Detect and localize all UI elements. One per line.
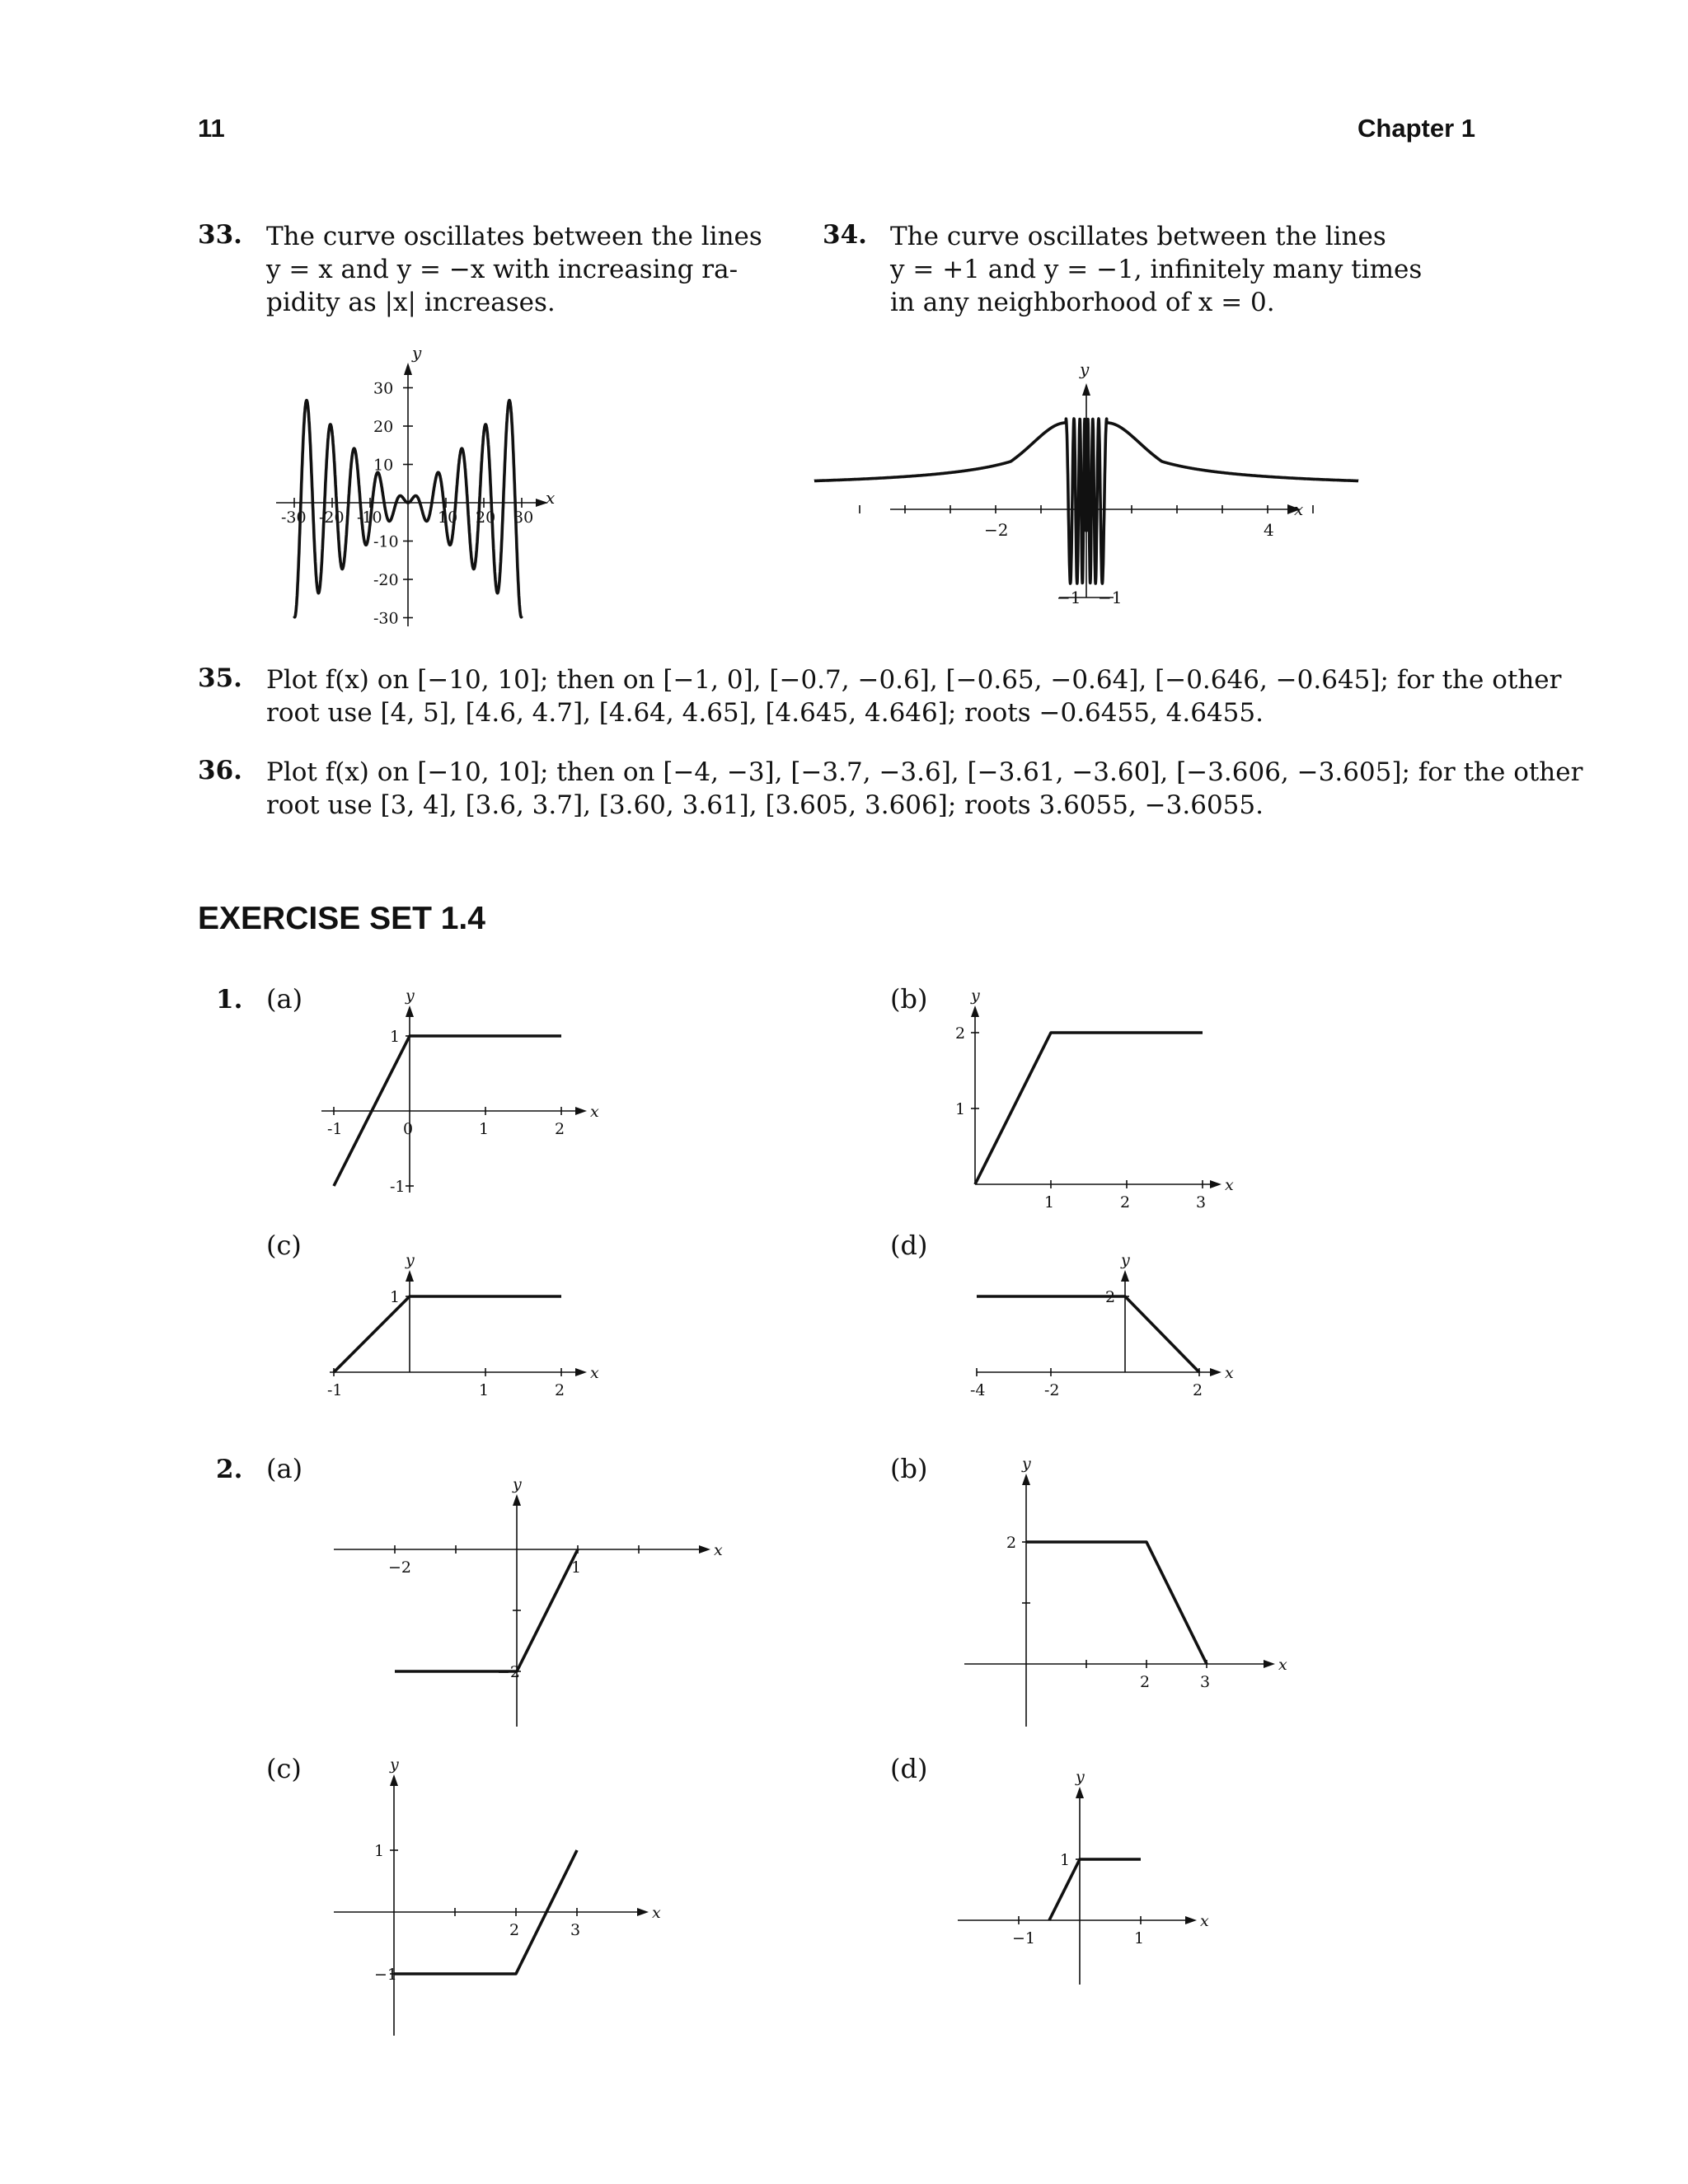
problem-34-text: The curve oscillates between the lines y = +1 and y = −1, infinitely many times in any neighborhood of x = 0. — [890, 222, 1423, 317]
exercise-1-number: 1. — [216, 985, 243, 1015]
x-tick-label: 1 — [479, 1381, 490, 1399]
problem-33-text: The curve oscillates between the lines y = x and y = −x with increasing ra- pidity as |x| increases. — [266, 222, 762, 317]
x-axis-label: x — [714, 1541, 723, 1559]
x-axis-arrow — [1264, 1660, 1275, 1668]
x-axis-label: x — [590, 1364, 599, 1382]
x-tick-label: 4 — [1264, 520, 1274, 540]
problem-34-number: 34. — [823, 220, 867, 250]
graph-2a — [334, 1475, 723, 1727]
y-tick-label: -1 — [390, 1178, 406, 1196]
y-axis-label: y — [406, 1251, 415, 1269]
y-axis-label: y — [1022, 1455, 1031, 1473]
exercise-1d-label: (d) — [890, 1230, 928, 1261]
x-tick-label: 20 — [476, 509, 496, 527]
x-tick-label: 30 — [513, 509, 534, 527]
exercise-2d-label: (d) — [890, 1753, 928, 1784]
x-axis-arrow — [699, 1545, 710, 1554]
x-axis-label: x — [590, 1103, 599, 1121]
y-tick-label: −1 — [1098, 588, 1123, 607]
y-axis-arrow — [513, 1494, 521, 1506]
x-tick-label: -1 — [327, 1120, 343, 1138]
x-axis-arrow — [637, 1908, 649, 1916]
x-tick-label: 1 — [479, 1120, 490, 1138]
y-tick-label: −1 — [1057, 588, 1081, 607]
graph-line — [975, 1033, 1203, 1184]
x-tick-label: 0 — [403, 1120, 414, 1138]
x-tick-label: 1 — [571, 1558, 582, 1577]
x-tick-label: 2 — [1120, 1193, 1131, 1212]
x-axis-arrow — [575, 1368, 587, 1376]
y-tick-label: 10 — [373, 456, 394, 475]
y-tick-label: 2 — [1006, 1534, 1017, 1552]
x-axis-label: x — [546, 488, 556, 508]
page-number: 11 — [198, 114, 225, 143]
graph-2b — [964, 1455, 1287, 1727]
y-tick-label: 1 — [1060, 1851, 1071, 1869]
y-tick-label: −2 — [497, 1663, 521, 1681]
x-tick-label: −2 — [388, 1558, 412, 1577]
x-axis-arrow — [1185, 1916, 1197, 1924]
x-tick-label: 1 — [1134, 1929, 1145, 1947]
graph-line — [395, 1549, 578, 1671]
problem-33-number: 33. — [198, 220, 242, 250]
x-axis-label: x — [1225, 1176, 1234, 1194]
x-tick-label: -2 — [1044, 1381, 1060, 1399]
y-tick-label: 30 — [373, 379, 394, 398]
problem-36-text: Plot f(x) on [−10, 10]; then on [−4, −3], [−3.7, −3.6], [−3.61, −3.60], [−3.606, −3.605]; for the other root use [3, 4], [3.6, 3.7], [3.60, 3.61], [3.605, 3.606]; roots 3.6055, −3.6055. — [266, 757, 1583, 820]
exercise-2b-label: (b) — [890, 1453, 928, 1484]
x-axis-arrow — [1210, 1368, 1221, 1376]
x-tick-label: 3 — [1196, 1193, 1207, 1212]
x-tick-label: −2 — [984, 520, 1009, 540]
x-axis-label: x — [1278, 1656, 1287, 1674]
x-tick-label: -10 — [357, 509, 382, 527]
y-axis-label: y — [406, 987, 415, 1005]
y-tick-label: 20 — [373, 418, 394, 436]
y-tick-label: -20 — [373, 571, 399, 589]
y-tick-label: 1 — [390, 1028, 401, 1046]
x-tick-label: 1 — [1044, 1193, 1055, 1212]
graph-2c — [334, 1755, 661, 2036]
y-tick-label: 1 — [374, 1842, 385, 1860]
x-tick-label: -4 — [970, 1381, 986, 1399]
y-axis-label: y — [390, 1755, 399, 1774]
exercise-1b-label: (b) — [890, 983, 928, 1015]
y-tick-label: 1 — [390, 1288, 401, 1306]
x-tick-label: 2 — [555, 1381, 565, 1399]
y-axis-label: y — [1121, 1251, 1130, 1269]
x-axis-label: x — [652, 1904, 661, 1922]
x-tick-label: 2 — [1193, 1381, 1203, 1399]
y-tick-label: −1 — [374, 1966, 398, 1984]
x-tick-label: −1 — [1012, 1929, 1036, 1947]
y-axis-arrow — [1076, 1787, 1084, 1798]
y-tick-label: -10 — [373, 532, 399, 551]
x-tick-label: 3 — [570, 1921, 581, 1939]
x-tick-label: 3 — [1200, 1673, 1211, 1691]
y-tick-label: 1 — [955, 1100, 966, 1118]
x-tick-label: -1 — [327, 1381, 343, 1399]
x-tick-label: 2 — [509, 1921, 520, 1939]
exercise-1a-label: (a) — [266, 983, 303, 1015]
graph-line — [334, 1296, 561, 1372]
x-axis-arrow — [575, 1107, 587, 1115]
y-axis-arrow — [406, 1270, 414, 1282]
y-axis-label: y — [412, 343, 422, 363]
y-axis-arrow — [971, 1005, 979, 1017]
graph-1b — [955, 987, 1234, 1212]
x-tick-label: -30 — [281, 509, 307, 527]
y-axis-label: y — [1076, 1768, 1085, 1786]
graph-1a — [321, 987, 599, 1196]
y-axis-arrow — [1121, 1270, 1129, 1282]
chapter-title: Chapter 1 — [1357, 114, 1475, 143]
exercise-2c-label: (c) — [266, 1753, 302, 1784]
x-tick-label: 10 — [438, 509, 458, 527]
x-axis-arrow — [1210, 1180, 1221, 1188]
problem-35-number: 35. — [198, 663, 242, 693]
exercise-1c-label: (c) — [266, 1230, 302, 1261]
x-tick-label: 2 — [555, 1120, 565, 1138]
x-tick-label: -20 — [319, 509, 345, 527]
y-axis-label: y — [971, 987, 980, 1005]
x-axis-label: x — [1200, 1912, 1209, 1930]
x-axis-label: x — [1225, 1364, 1234, 1382]
exercise-2a-label: (a) — [266, 1453, 303, 1484]
graph-line — [1026, 1542, 1207, 1664]
y-axis-arrow — [406, 1005, 414, 1017]
y-axis-arrow — [390, 1774, 398, 1786]
graph-1d — [970, 1251, 1234, 1399]
x-tick-label: 2 — [1140, 1673, 1151, 1691]
problem-35-text: Plot f(x) on [−10, 10]; then on [−1, 0], [−0.7, −0.6], [−0.65, −0.64], [−0.646, −0.645]; for the other root use [4, 5], [4.6, 4.7], [4.64, 4.65], [4.645, 4.646]; roots −0.6455, 4.6455. — [266, 665, 1562, 728]
y-tick-label: 2 — [1105, 1288, 1116, 1306]
y-tick-label: -30 — [373, 609, 399, 628]
y-tick-label: 2 — [955, 1024, 966, 1043]
x-axis-label: x — [1294, 499, 1304, 519]
y-axis-arrow — [1022, 1474, 1030, 1485]
section-title: EXERCISE SET 1.4 — [198, 901, 485, 936]
y-axis-label: y — [513, 1475, 522, 1493]
exercise-2-number: 2. — [216, 1455, 243, 1484]
y-axis-label: y — [1080, 359, 1090, 379]
graph-1c — [327, 1251, 599, 1399]
graph-2d — [958, 1768, 1209, 1985]
problem-36-number: 36. — [198, 756, 242, 785]
graph-line — [977, 1296, 1199, 1372]
